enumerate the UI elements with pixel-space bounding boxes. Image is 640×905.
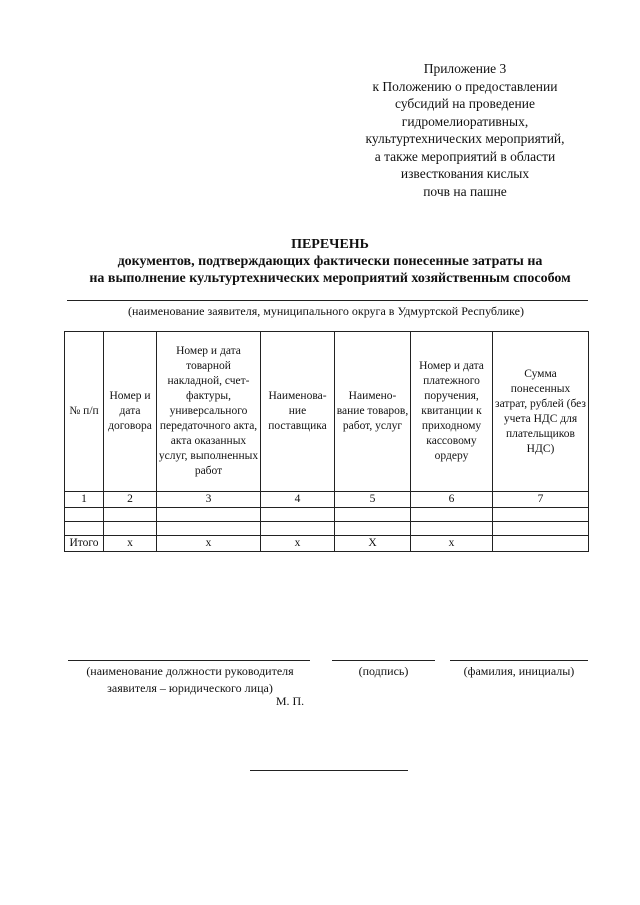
- header-cell: Номер и дата платежного поручения, квитанции к приходному кассовому ордеру: [411, 332, 493, 492]
- column-number: 3: [157, 492, 261, 508]
- column-number: 4: [261, 492, 335, 508]
- applicant-name-line: [67, 300, 588, 301]
- name-caption: (фамилия, инициалы): [463, 664, 575, 678]
- total-cell: х: [104, 536, 157, 552]
- header-cell: Сумма понесенных затрат, рублей (без учета НДС для плательщиков НДС): [493, 332, 589, 492]
- appendix-block: [340, 60, 590, 200]
- documents-table: [64, 331, 589, 552]
- header-cell: Номер и дата товарной накладной, счет-фактуры, универсального передаточного акта, акта оказанных услуг, выполненных работ: [157, 332, 261, 492]
- name-line: [450, 660, 588, 661]
- column-number: 6: [411, 492, 493, 508]
- signature-line: [332, 660, 435, 661]
- applicant-caption: (наименование заявителя, муниципального округа в Удмуртской Республике): [127, 304, 524, 318]
- header-cell: Наименова-ние поставщика: [261, 332, 335, 492]
- table-row: [65, 508, 589, 522]
- appendix-line: культуртехнических мероприятий,: [365, 131, 565, 146]
- document-title-line1: документов, подтверждающих фактически понесенные затраты на: [117, 254, 543, 269]
- position-caption-line1: (наименование должности руководителя: [86, 664, 294, 678]
- signature-caption: (подпись): [358, 664, 409, 678]
- document-heading: ПЕРЕЧЕНЬ: [291, 237, 369, 252]
- total-cell: х: [157, 536, 261, 552]
- position-line: [68, 660, 310, 661]
- appendix-line: известкования кислых: [400, 166, 530, 181]
- header-cell: № п/п: [65, 332, 104, 492]
- total-cell: х: [411, 536, 493, 552]
- appendix-line: а также мероприятий в области: [374, 148, 556, 164]
- total-label: Итого: [65, 536, 104, 552]
- header-cell: Наимено-вание товаров, работ, услуг: [335, 332, 411, 492]
- column-number: 7: [493, 492, 589, 508]
- position-caption-line2: заявителя – юридического лица): [107, 681, 273, 695]
- total-cell: х: [261, 536, 335, 552]
- column-number-row: [65, 492, 589, 508]
- total-cell: Х: [335, 536, 411, 552]
- appendix-line: почв на пашне: [423, 183, 507, 199]
- column-number: 2: [104, 492, 157, 508]
- total-sum-cell: [493, 536, 589, 552]
- header-cell: Номер и дата договора: [104, 332, 157, 492]
- appendix-line: к Положению о предоставлении: [372, 78, 558, 94]
- column-number: 1: [65, 492, 104, 508]
- table-row: [65, 522, 589, 536]
- document-title-line2: на выполнение культуртехнических мероприятий хозяйственным способом: [89, 271, 571, 286]
- appendix-line: субсидий на проведение: [395, 96, 535, 111]
- column-number: 5: [335, 492, 411, 508]
- appendix-line: Приложение 3: [423, 61, 507, 76]
- table-header-row: [65, 332, 589, 492]
- stamp-place: М. П.: [275, 694, 305, 708]
- total-row: [65, 536, 589, 552]
- appendix-line: гидромелиоративных,: [401, 113, 529, 129]
- bottom-separator: [250, 770, 408, 771]
